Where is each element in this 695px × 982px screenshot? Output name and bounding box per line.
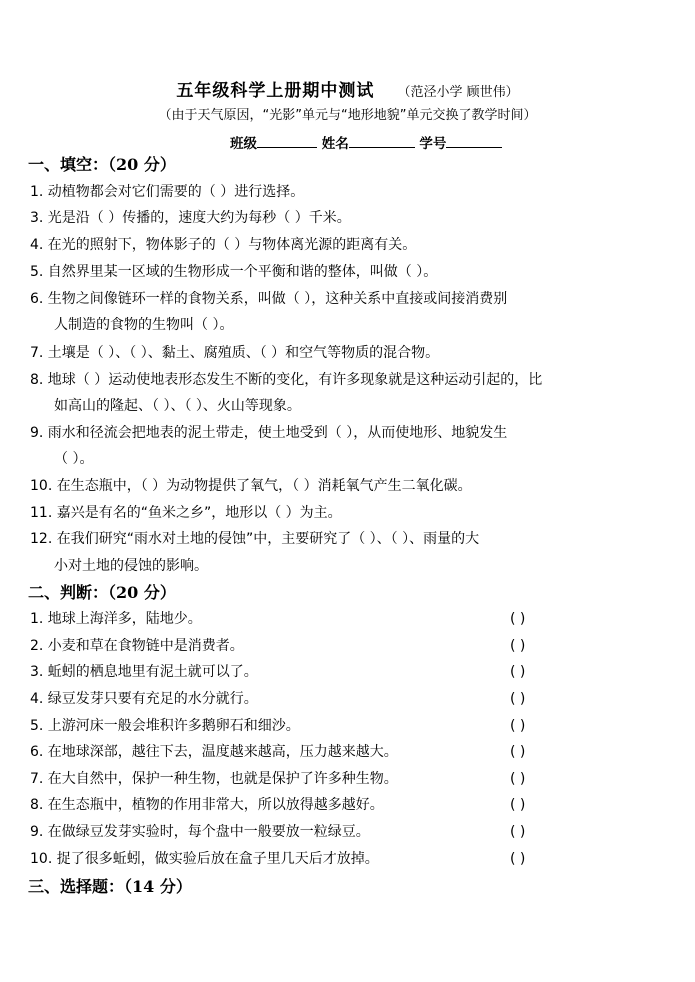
judge-question: 4. 绿豆发芽只要有充足的水分就行。 xyxy=(30,691,258,707)
fill-question: 11. 嘉兴是有名的“鱼米之乡”，地形以（ ）为主。 xyxy=(30,505,342,521)
judge-question: 10. 捉了很多蚯蚓，做实验后放在盒子里几天后才放掉。 xyxy=(30,851,379,867)
answer-parentheses[interactable]: ( ) xyxy=(510,797,526,813)
fill-question: 4. 在光的照射下，物体影子的（ ）与物体离光源的距离有关。 xyxy=(30,237,417,253)
name-blank xyxy=(349,134,415,148)
fill-question: 5. 自然界里某一区域的生物形成一个平衡和谐的整体，叫做（ ）。 xyxy=(30,264,438,280)
page-title: 五年级科学上册期中测试 xyxy=(176,81,375,101)
answer-parentheses[interactable]: ( ) xyxy=(510,851,526,867)
judge-question: 8. 在生态瓶中，植物的作用非常大，所以放得越多越好。 xyxy=(30,797,384,813)
fill-question-continued: 人制造的食物的生物叫（ ）。 xyxy=(54,317,234,333)
fill-question: 8. 地球（ ）运动使地表形态发生不断的变化，有许多现象就是这种运动引起的，比 xyxy=(30,372,543,388)
judge-question: 6. 在地球深部，越往下去，温度越来越高，压力越来越大。 xyxy=(30,744,398,760)
fill-question-continued: 如高山的隆起、（ ）、（ ）、火山等现象。 xyxy=(54,398,301,414)
fill-question: 9. 雨水和径流会把地表的泥土带走，使土地受到（ ），从而使地形、地貌发生 xyxy=(30,425,508,441)
fill-question: 6. 生物之间像链环一样的食物关系，叫做（ ），这种关系中直接或间接消费别 xyxy=(30,291,508,307)
section-heading-judge: 二、判断：（20 分） xyxy=(28,583,176,602)
answer-parentheses[interactable]: ( ) xyxy=(510,824,526,840)
id-label: 学号 xyxy=(419,136,447,152)
name-label: 姓名 xyxy=(321,136,349,152)
fill-question-continued: 小对土地的侵蚀的影响。 xyxy=(54,558,208,574)
judge-question: 7. 在大自然中，保护一种生物，也就是保护了许多种生物。 xyxy=(30,771,398,787)
class-label: 班级 xyxy=(230,136,257,152)
student-info xyxy=(230,132,502,152)
answer-parentheses[interactable]: ( ) xyxy=(510,771,526,787)
judge-question: 2. 小麦和草在食物链中是消费者。 xyxy=(30,638,244,654)
subtitle-note: （由于天气原因，“光影”单元与“地形地貌”单元交换了教学时间） xyxy=(158,108,537,123)
fill-question: 12. 在我们研究“雨水对土地的侵蚀”中，主要研究了（ ）、（ ）、雨量的大 xyxy=(30,531,480,547)
section-heading-fill: 一、填空：（20 分） xyxy=(28,155,176,174)
judge-question: 9. 在做绿豆发芽实验时，每个盘中一般要放一粒绿豆。 xyxy=(30,824,370,840)
answer-parentheses[interactable]: ( ) xyxy=(510,638,526,654)
section-heading-choice: 三、选择题：（14 分） xyxy=(28,877,192,896)
answer-parentheses[interactable]: ( ) xyxy=(510,718,526,734)
fill-question: 1. 动植物都会对它们需要的（ ）进行选择。 xyxy=(30,184,305,200)
class-blank xyxy=(257,134,317,148)
author-label: （范泾小学 顾世伟） xyxy=(397,85,519,100)
title-line xyxy=(0,76,695,101)
answer-parentheses[interactable]: ( ) xyxy=(510,611,526,627)
id-blank xyxy=(446,134,502,148)
answer-parentheses[interactable]: ( ) xyxy=(510,691,526,707)
fill-question: 10. 在生态瓶中，（ ）为动物提供了氧气，（ ）消耗氧气产生二氧化碳。 xyxy=(30,478,472,494)
fill-question: 3. 光是沿（ ）传播的，速度大约为每秒（ ）千米。 xyxy=(30,210,351,226)
judge-question: 3. 蚯蚓的栖息地里有泥土就可以了。 xyxy=(30,664,258,680)
answer-parentheses[interactable]: ( ) xyxy=(510,664,526,680)
judge-question: 5. 上游河床一般会堆积许多鹅卵石和细沙。 xyxy=(30,718,300,734)
answer-parentheses[interactable]: ( ) xyxy=(510,744,526,760)
fill-question: 7. 土壤是（ ）、（ ）、黏土、腐殖质、（ ）和空气等物质的混合物。 xyxy=(30,345,440,361)
judge-question: 1. 地球上海洋多，陆地少。 xyxy=(30,611,202,627)
fill-question-continued: （ ）。 xyxy=(54,451,94,467)
